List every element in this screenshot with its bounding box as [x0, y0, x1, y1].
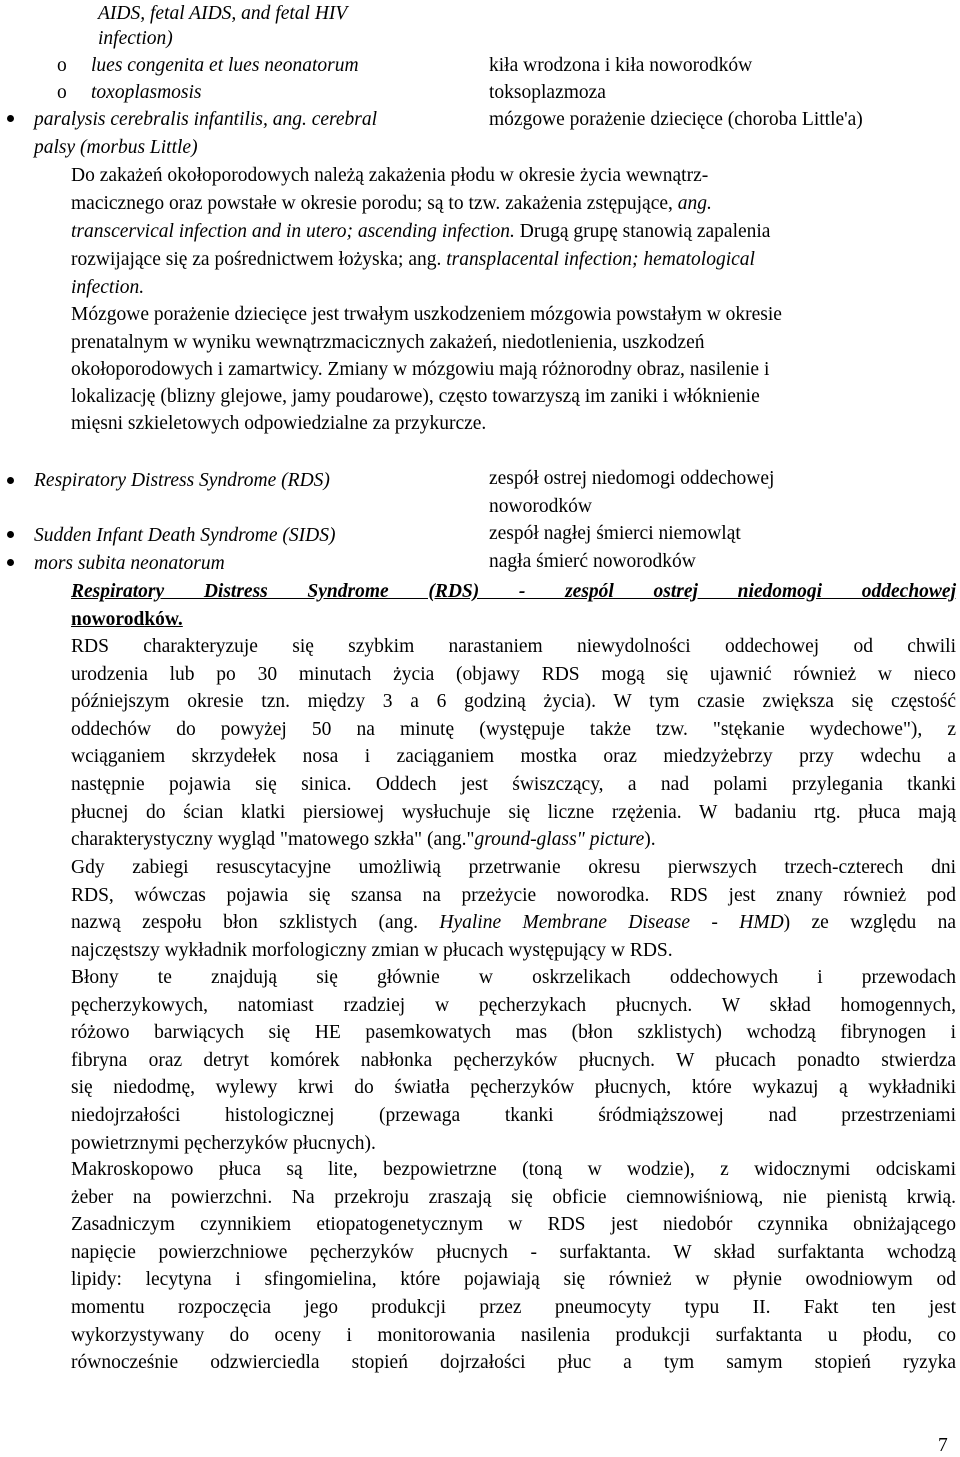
rds-paragraph-1 — [71, 633, 956, 854]
rds-paragraph-3 — [71, 964, 956, 1157]
para2-line: prenatalnym w wyniku wewnątrzmacicznych zakażeń, niedotlenienia, uszkodzeń — [71, 332, 705, 353]
text-line: momentu rozpoczęcia jego produkcji przez pneumocyty typu II. Fakt ten jest — [71, 1296, 956, 1318]
term-en-lues: lues congenita et lues neonatorum — [91, 55, 359, 76]
heading-line-1: Respiratory Distress Syndrome (RDS) - zespól ostrej niedomogi oddechowej — [71, 581, 956, 602]
text-line: wykorzystywany do oceny i monitorowania nasilenia produkcji surfaktanta u płodu, co — [71, 1324, 956, 1346]
term-en-paralysis: paralysis cerebralis infantilis, ang. cerebral — [34, 109, 378, 130]
text-line: Gdy zabiegi resuscytacyjne umożliwią przetrwanie okresu pierwszych trzech-czterech dni — [71, 857, 956, 878]
bullet — [7, 115, 14, 122]
para1-line: transcervical infection and in utero; ascending infection. Drugą grupę stanowią zapalenia — [71, 221, 771, 242]
term-pl-mors: nagła śmierć noworodków — [489, 551, 696, 572]
page-number: 7 — [938, 1435, 948, 1456]
text-line: żeber na powierzchni. Na przekroju zraszają się obficie ciemnowiśniową, nie pienistą krwią. — [71, 1186, 956, 1208]
text-line: Zasadniczym czynnikiem etiopatogenetycznym w RDS jest niedobór czynnika obniżającego — [71, 1214, 956, 1236]
text-line: RDS charakteryzuje się szybkim narastaniem niewydolności oddechowej od chwili — [71, 636, 956, 657]
para1-line: macicznego oraz powstałe w okresie porodu; są to tzw. zakażenia zstępujące, ang. — [71, 193, 712, 214]
term-en-rds: Respiratory Distress Syndrome (RDS) — [34, 470, 330, 491]
term-pl-rds-cont: noworodków — [489, 496, 592, 517]
text-line: napięcie powierzchniowe pęcherzyków płucnych - surfaktanta. W skład surfaktanta wchodzą — [71, 1241, 956, 1263]
text-line: późniejszym okresie tzn. między 3 a 6 godziną życia). W tym czasie zwiększa się częstość — [71, 691, 956, 713]
para2-line: okołoporodowych i zamartwicy. Zmiany w mózgowiu mają różnorodny obraz, nasilenie i — [71, 359, 770, 380]
term-pl-lues: kiła wrodzona i kiła noworodków — [489, 55, 753, 76]
para1-line: infection. — [71, 277, 145, 298]
para2-line: Mózgowe porażenie dziecięce jest trwałym uszkodzeniem mózgowia powstałym w okresie — [71, 304, 782, 325]
text-line: wciąganiem skrzydełek nosa i zaciąganiem mostka oraz miedzyżebrzy przy wdechu a — [71, 746, 956, 768]
term-pl-sids: zespół nagłej śmierci niemowląt — [489, 523, 741, 544]
term-en-sids: Sudden Infant Death Syndrome (SIDS) — [34, 525, 336, 546]
text-line: Błony te znajdują się głównie w oskrzelikach oddechowych i przewodach — [71, 967, 956, 988]
text-line: równocześnie odzwierciedla stopień dojrzałości płuc a tym samym stopień ryzyka — [71, 1352, 956, 1374]
para2-line: lokalizację (blizny glejowe, jamy poudarowe), często towarzyszą im zaniki i włóknienie — [71, 386, 760, 407]
term-pl-rds: zespół ostrej niedomogi oddechowej — [489, 468, 775, 489]
bullet — [7, 477, 14, 484]
term-pl-toxo: toksoplazmoza — [489, 82, 606, 103]
text-line: się niedodmę, wylewy krwi do światła pęcherzyków płucnych, które wykazuj ą wykładniki — [71, 1077, 956, 1099]
text-line: płucnej do ścian klatki piersiowej wysłuchuje się liczne rzężenia. W badaniu rtg. płuca mają — [71, 801, 956, 823]
text-line: charakterystyczny wygląd "matowego szkła" (ang."ground-glass" picture). — [71, 829, 656, 851]
term-en-toxo: toxoplasmosis — [91, 82, 202, 103]
term-en-paralysis-cont: palsy (morbus Little) — [34, 137, 198, 158]
rds-paragraph-2 — [71, 854, 956, 964]
text-line: pęcherzykowych, natomiast rzadziej w pęcherzykach płucnych. W skład homogennych, — [71, 994, 956, 1016]
sublist-marker: o — [57, 82, 67, 103]
sublist-marker: o — [57, 55, 67, 76]
text-line: następnie pojawia się sinica. Oddech jest świszczący, a nad polami przylegania tkanki — [71, 773, 956, 795]
text-line: oddechów do powyżej 50 na minutę (występuje także tzw. "stękanie wydechowe"), z — [71, 718, 956, 740]
text-line: nazwą zespołu błon szklistych (ang. Hyaline Membrane Disease - HMD) ze względu na — [71, 912, 957, 934]
bullet — [7, 531, 14, 538]
text-line: różowo barwiących się HE pasemkowatych mas (błon szklistych) wchodzą fibrynogen i — [71, 1022, 956, 1044]
heading-line-2: noworodków. — [71, 608, 183, 630]
text-line: RDS, wówczas pojawia się szansa na przeżycie noworodka. RDS jest znany również pod — [71, 884, 956, 906]
text-line: lipidy: lecytyna i sfingomielina, które pojawiają się również w płynie owodniowym od — [71, 1269, 956, 1291]
list-continuation-1: AIDS, fetal AIDS, and fetal HIV — [98, 3, 348, 24]
para1-line: Do zakażeń okołoporodowych należą zakażenia płodu w okresie życia wewnątrz- — [71, 165, 709, 186]
text-line: urodzenia lub po 30 minutach życia (objawy RDS mogą się ujawnić również w nieco — [71, 663, 956, 685]
section-heading — [71, 578, 956, 633]
term-en-mors: mors subita neonatorum — [34, 553, 225, 574]
text-line: najczęstszy wykładnik morfologiczny zmian w płucach występujący w RDS. — [71, 939, 673, 961]
term-pl-paralysis: mózgowe porażenie dziecięce (choroba Little'a) — [489, 109, 863, 130]
text-line: fibryna oraz detryt komórek nabłonka pęcherzyków płucnych. W płucach ponadto stwierdza — [71, 1049, 956, 1071]
para1-line: rozwijające się za pośrednictwem łożyska; ang. transplacental infection; hematological — [71, 249, 755, 270]
list-continuation-2: infection) — [98, 28, 173, 49]
text-line: Makroskopowo płuca są lite, bezpowietrzne (toną w wodzie), z widocznymi odciskami — [71, 1159, 956, 1180]
text-line: niedojrzałości histologicznej (przewaga tkanki śródmiąższowej nad przestrzeniami — [71, 1104, 956, 1126]
rds-paragraph-4 — [71, 1156, 956, 1377]
text-line: powietrznymi pęcherzyków płucnych). — [71, 1132, 376, 1154]
bullet — [7, 559, 14, 566]
para2-line: mięsni szkieletowych odpowiedzialne za przykurcze. — [71, 413, 487, 434]
